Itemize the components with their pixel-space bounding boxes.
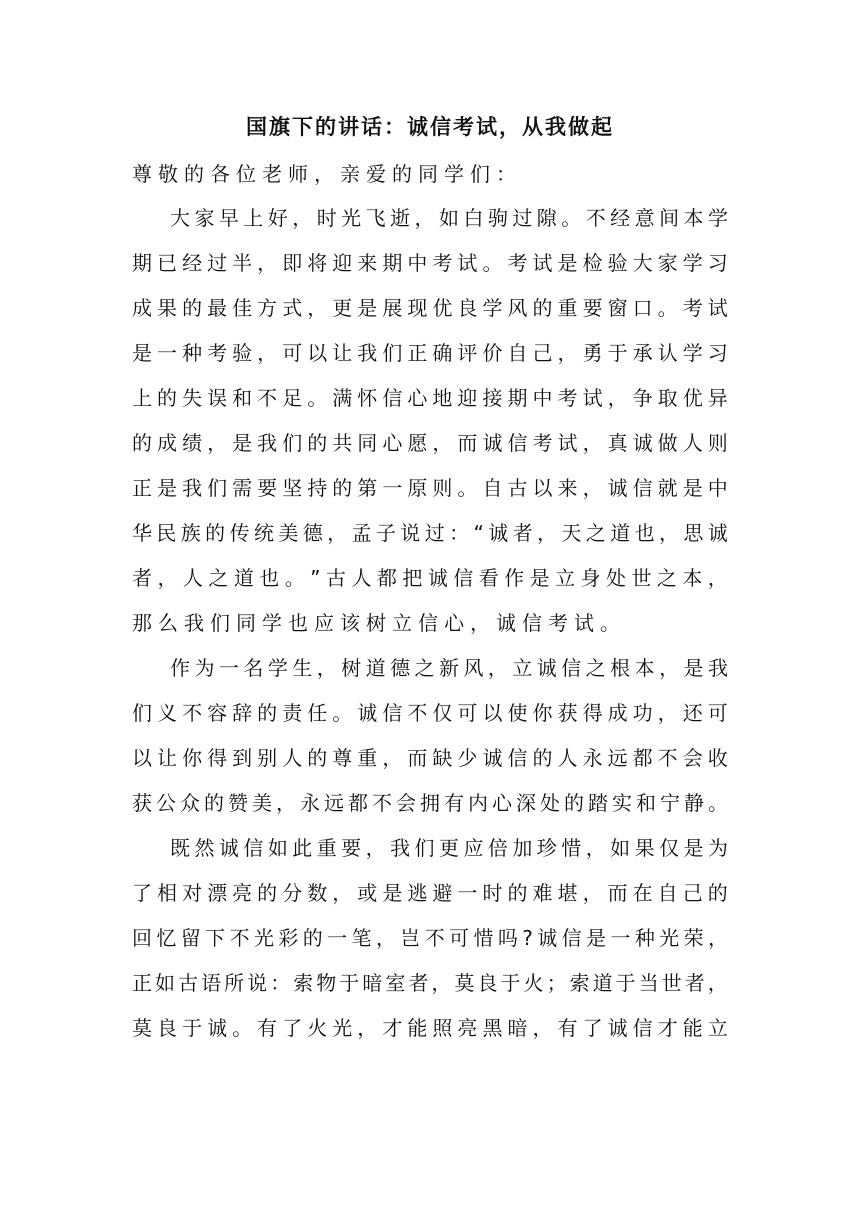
paragraph-3-line-2: 了 相 对 漂 亮 的 分 数 ， 或 是 逃 避 一 时 的 难 堪 ， 而 在 自 己 的 (132, 881, 728, 905)
paragraph-3-line-4: 正 如 古 语 所 说 ： 索 物 于 暗 室 者 ， 莫 良 于 火 ； 索 道 于 当 世 者 ， (132, 971, 728, 995)
paragraph-3-line-5: 莫 良 于 诚 。 有 了 火 光 ， 才 能 照 亮 黑 暗 ， 有 了 诚 信 才 能 立 (132, 1016, 728, 1040)
paragraph-3-line-3: 回 忆 留 下 不 光 彩 的 一 笔 ， 岂 不 可 惜 吗 ? 诚 信 是 一 种 光 荣 ， (132, 926, 728, 950)
document-title: 国旗下的讲话：诚信考试，从我做起 (246, 115, 614, 139)
paragraph-2-line-2: 们 义 不 容 辞 的 责 任 。 诚 信 不 仅 可 以 使 你 获 得 成 功 ， 还 可 (132, 701, 728, 725)
paragraph-1-line-3: 成 果 的 最 佳 方 式 ， 更 是 展 现 优 良 学 风 的 重 要 窗 口 。 考 试 (132, 296, 728, 320)
paragraph-1-line-9: 者 ， 人 之 道 也 。 ” 古 人 都 把 诚 信 看 作 是 立 身 处 世 之 本 ， (132, 566, 728, 590)
paragraph-1-line-5: 上 的 失 误 和 不 足 。 满 怀 信 心 地 迎 接 期 中 考 试 ， 争 取 优 异 (132, 386, 728, 410)
paragraph-2-line-4: 获 公 众 的 赞 美 ， 永 远 都 不 会 拥 有 内 心 深 处 的 踏 实 和 宁 静 。 (132, 791, 728, 815)
paragraph-1-line-10: 那么我们同学也应该树立信心，诚信考试。 (132, 611, 626, 635)
paragraph-2-line-3: 以 让 你 得 到 别 人 的 尊 重 ， 而 缺 少 诚 信 的 人 永 远 都 不 会 收 (132, 746, 728, 770)
paragraph-1-line-8: 华 民 族 的 传 统 美 德 ， 孟 子 说 过 ： “ 诚 者 ， 天 之 道 也 ， 思 诚 (132, 521, 728, 545)
paragraph-1-line-1: 大 家 早 上 好 ， 时 光 飞 逝 ， 如 白 驹 过 隙 。 不 经 意 间 本 学 (170, 206, 728, 230)
salutation-line: 尊敬的各位老师，亲爱的同学们： (132, 162, 522, 186)
paragraph-1-line-7: 正 是 我 们 需 要 坚 持 的 第 一 原 则 。 自 古 以 来 ， 诚 信 就 是 中 (132, 476, 728, 500)
paragraph-2-line-1: 作 为 一 名 学 生 ， 树 道 德 之 新 风 ， 立 诚 信 之 根 本 ， 是 我 (170, 656, 728, 680)
paragraph-1-line-2: 期 已 经 过 半 ， 即 将 迎 来 期 中 考 试 。 考 试 是 检 验 大 家 学 习 (132, 251, 728, 275)
paragraph-1-line-4: 是 一 种 考 验 ， 可 以 让 我 们 正 确 评 价 自 己 ， 勇 于 承 认 学 习 (132, 341, 728, 365)
paragraph-3-line-1: 既 然 诚 信 如 此 重 要 ， 我 们 更 应 倍 加 珍 惜 ， 如 果 仅 是 为 (170, 836, 728, 860)
paragraph-1-line-6: 的 成 绩 ， 是 我 们 的 共 同 心 愿 ， 而 诚 信 考 试 ， 真 诚 做 人 则 (132, 431, 728, 455)
